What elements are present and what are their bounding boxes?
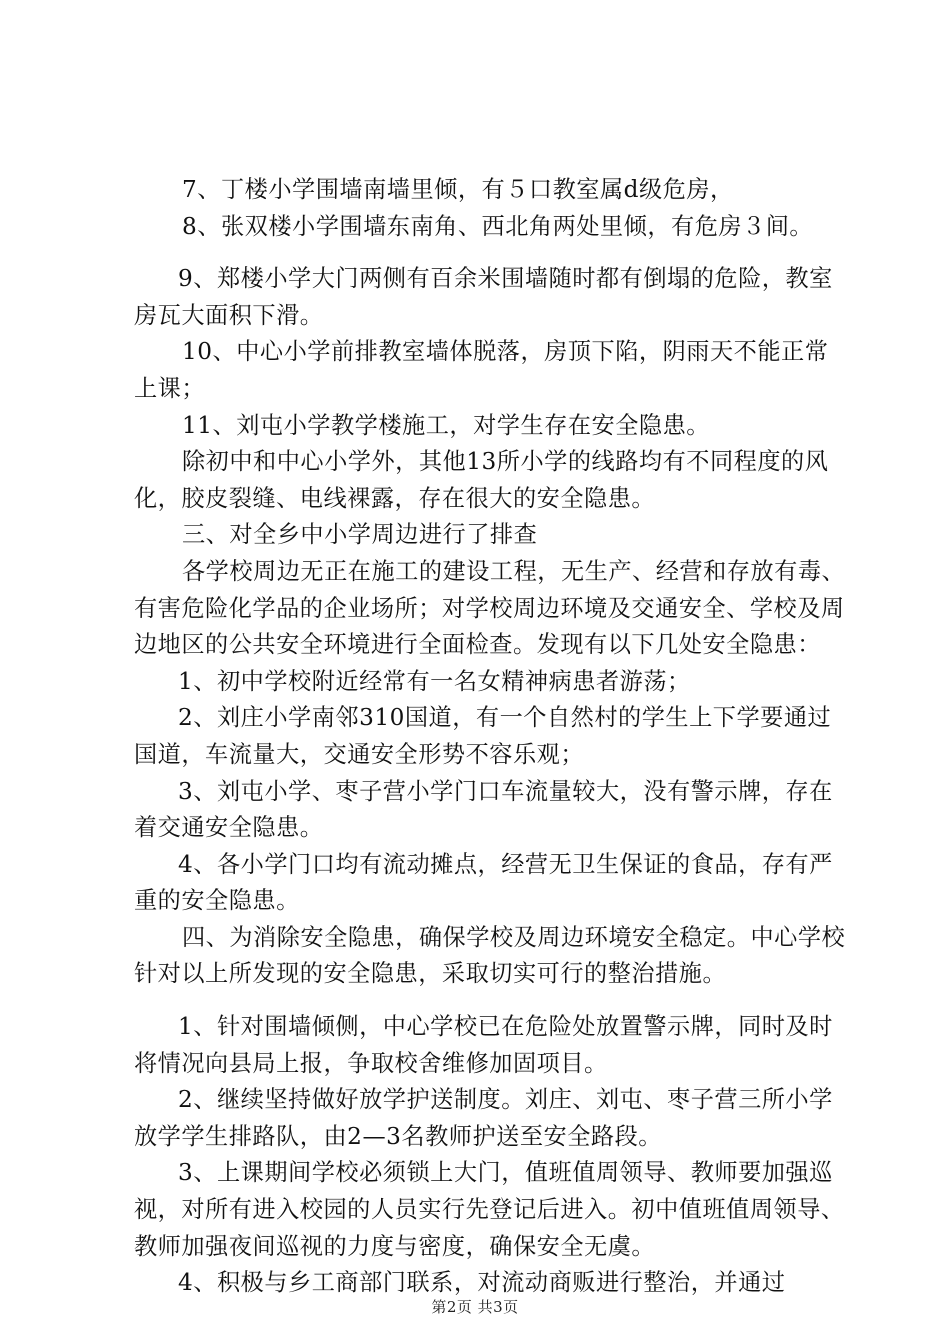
paragraph: 4、各小学门口均有流动摊点，经营无卫生保证的食品，存有严重的安全隐患。 (134, 850, 833, 915)
paragraph-gap (134, 993, 849, 1009)
paragraph-gap (134, 245, 849, 261)
paragraph: 3、上课期间学校必须锁上大门，值班值周领导、教师要加强巡视，对所有进入校园的人员实行先登记后进入。初中值班值周领导、教师加强夜间巡视的力度与密度，确保安全无虞。 (134, 1159, 845, 1260)
paragraph: 2、刘庄小学南邻310国道，有一个自然村的学生上下学要通过国道，车流量大，交通安全形势不容乐观； (134, 704, 832, 768)
paragraph: 3、刘屯小学、枣子营小学门口车流量较大，没有警示牌，存在着交通安全隐患。 (134, 777, 833, 842)
section-heading: 四、为消除安全隐患，确保学校及周边环境安全稳定。中心学校针对以上所发现的安全隐患，采取切实可行的整治措施。 (134, 923, 846, 988)
section-heading: 三、对全乡中小学周边进行了排查 (182, 521, 538, 549)
page-footer: 第2页 共3页 (431, 1298, 519, 1316)
paragraph: 10、中心小学前排教室墙体脱落，房顶下陷，阴雨天不能正常上课； (134, 338, 829, 402)
paragraph: 8、张双楼小学围墙东南角、西北角两处里倾，有危房３间。 (182, 212, 814, 240)
paragraph: 2、继续坚持做好放学护送制度。刘庄、刘屯、枣子营三所小学放学学生排路队，由2—3名教师护送至安全路段。 (134, 1086, 833, 1150)
document-body (134, 172, 849, 1302)
paragraph: 各学校周边无正在施工的建设工程，无生产、经营和存放有毒、有害危险化学品的企业场所；对学校周边环境及交通安全、学校及周边地区的公共安全环境进行全面检查。发现有以下几处安全隐患： (134, 557, 846, 659)
paragraph: 除初中和中心小学外，其他13所小学的线路均有不同程度的风化，胶皮裂缝、电线裸露，存在很大的安全隐患。 (134, 448, 829, 512)
paragraph: 7、丁楼小学围墙南墙里倾，有５口教室属d级危房， (182, 176, 734, 203)
paragraph: 1、针对围墙倾侧，中心学校已在危险处放置警示牌，同时及时将情况向县局上报，争取校舍维修加固项目。 (134, 1013, 833, 1077)
paragraph: 1、初中学校附近经常有一名女精神病患者游荡； (178, 667, 691, 695)
paragraph: 9、郑楼小学大门两侧有百余米围墙随时都有倒塌的危险，教室房瓦大面积下滑。 (134, 265, 833, 329)
paragraph: 11、刘屯小学教学楼施工，对学生存在安全隐患。 (182, 411, 710, 439)
paragraph: 4、积极与乡工商部门联系，对流动商贩进行整治，并通过 (178, 1269, 786, 1297)
